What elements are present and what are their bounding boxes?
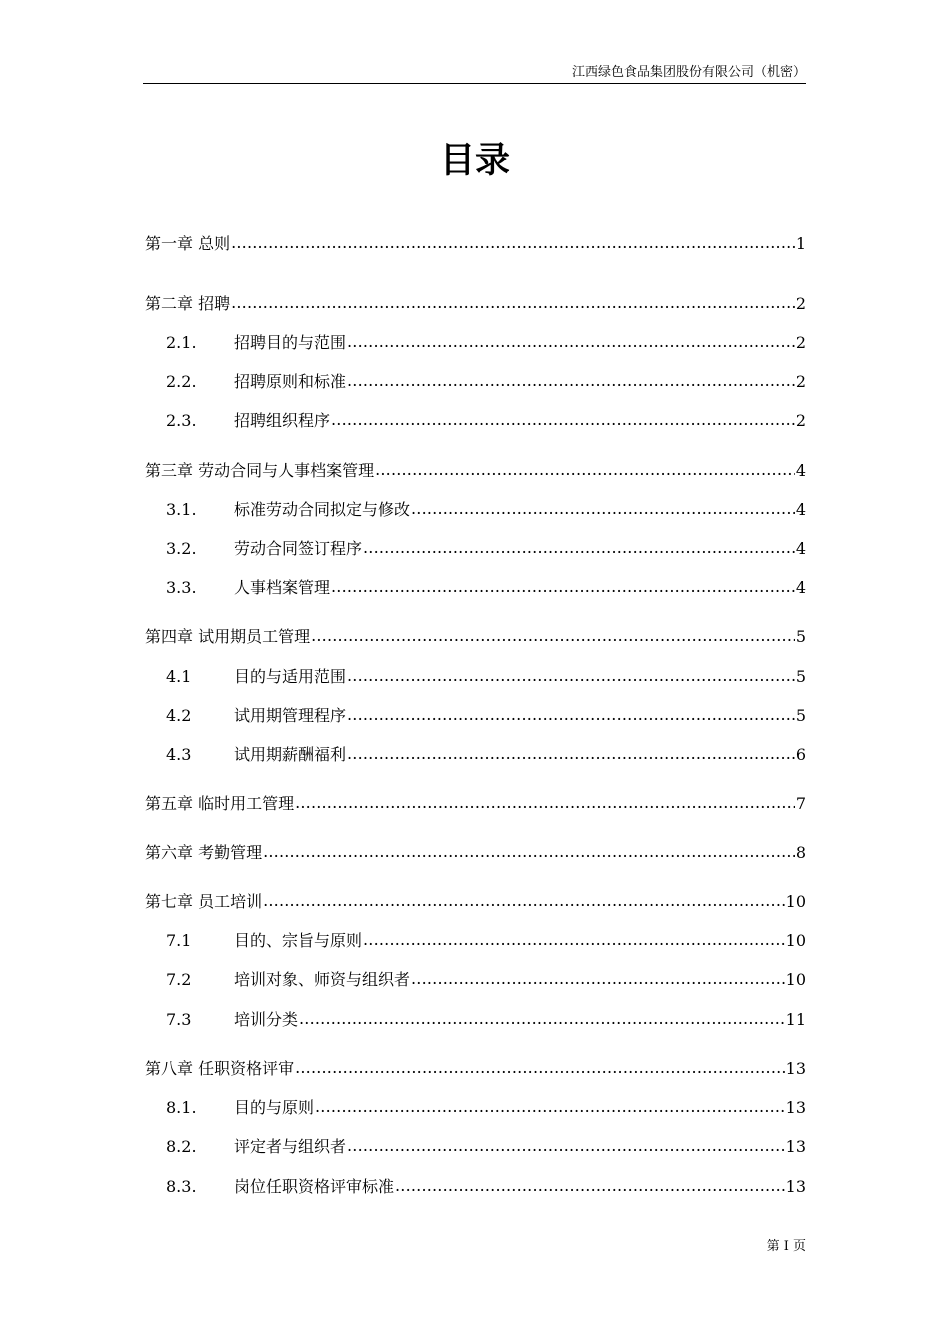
toc-entry-text: 培训对象、师资与组织者 — [234, 970, 411, 989]
toc-leader — [331, 575, 795, 599]
toc-entry-text: 试用期管理程序 — [234, 706, 347, 725]
toc-entry-page: 4 — [795, 539, 806, 558]
toc-entry-text: 岗位任职资格评审标准 — [234, 1177, 395, 1196]
toc-entry-section-3-2[interactable] — [166, 537, 806, 561]
toc-entry-page: 4 — [795, 578, 806, 597]
toc-entry-page: 8 — [795, 843, 806, 862]
toc-entry-number: 8.1. — [166, 1098, 197, 1117]
toc-entry-text: 第五章 临时用工管理 — [145, 794, 295, 813]
toc-entry-number: 8.3. — [166, 1177, 197, 1196]
toc-leader — [263, 840, 795, 864]
toc-entry-number: 4.3 — [166, 745, 192, 764]
toc-entry-number: 4.1 — [166, 667, 192, 686]
toc-entry-text: 招聘原则和标准 — [234, 372, 347, 391]
toc-leader — [299, 1007, 785, 1031]
toc-entry-text: 人事档案管理 — [234, 578, 331, 597]
toc-leader — [347, 1134, 785, 1158]
toc-leader — [411, 497, 795, 521]
toc-entry-text: 目的与原则 — [234, 1098, 315, 1117]
toc-entry-page: 10 — [785, 970, 806, 989]
toc-entry-text: 劳动合同签订程序 — [234, 539, 363, 558]
toc-entry-text: 培训分类 — [234, 1010, 299, 1029]
toc-entry-page: 10 — [785, 892, 806, 911]
toc-entry-text: 第六章 考勤管理 — [145, 843, 263, 862]
toc-entry-number: 4.2 — [166, 706, 192, 725]
toc-entry-number: 7.2 — [166, 970, 192, 989]
toc-entry-number: 7.3 — [166, 1010, 192, 1029]
toc-leader — [331, 408, 795, 432]
toc-entry-page: 2 — [795, 411, 806, 430]
toc-leader — [231, 231, 795, 255]
toc-entry-section-8-1[interactable] — [166, 1096, 806, 1120]
toc-entry-number: 3.1. — [166, 500, 197, 519]
toc-entry-page: 13 — [785, 1098, 806, 1117]
toc-entry-page: 13 — [785, 1059, 806, 1078]
toc-entry-page: 5 — [795, 627, 806, 646]
toc-entry-page: 11 — [785, 1010, 806, 1029]
toc-entry-text: 第一章 总则 — [145, 234, 231, 253]
toc-entry-text: 招聘组织程序 — [234, 411, 331, 430]
toc-leader — [315, 1095, 785, 1119]
toc-entry-text: 第四章 试用期员工管理 — [145, 627, 311, 646]
toc-leader — [231, 291, 795, 315]
toc-leader — [347, 330, 795, 354]
toc-entry-text: 第二章 招聘 — [145, 294, 231, 313]
toc-entry-section-8-2[interactable] — [166, 1135, 806, 1159]
toc-entry-text: 第七章 员工培训 — [145, 892, 263, 911]
toc-entry-number: 3.2. — [166, 539, 197, 558]
toc-entry-text: 目的、宗旨与原则 — [234, 931, 363, 950]
toc-leader — [347, 369, 795, 393]
page-title: 目录 — [439, 141, 510, 181]
toc-leader — [411, 967, 785, 991]
page-footer — [767, 1238, 806, 1255]
toc-entry-text: 评定者与组织者 — [234, 1137, 347, 1156]
toc-leader — [395, 1174, 785, 1198]
toc-entry-section-4-3[interactable] — [166, 743, 806, 767]
toc-entry-page: 13 — [785, 1177, 806, 1196]
toc-entry-section-7-1[interactable] — [166, 929, 806, 953]
toc-entry-section-2-1[interactable] — [166, 331, 806, 355]
page-number: 第 I 页 — [766, 1239, 806, 1254]
toc-entry-number: 7.1 — [166, 931, 192, 950]
toc-entry-page: 1 — [795, 234, 806, 253]
toc-entry-section-8-3[interactable] — [166, 1175, 806, 1199]
toc-entry-page: 5 — [795, 706, 806, 725]
toc-entry-section-4-1[interactable] — [166, 665, 806, 689]
toc-entry-chapter-1[interactable] — [145, 232, 806, 256]
toc-leader — [295, 1056, 785, 1080]
toc-entry-page: 2 — [795, 294, 806, 313]
toc-leader — [311, 624, 795, 648]
toc-entry-section-2-3[interactable] — [166, 409, 806, 433]
toc-leader — [363, 928, 785, 952]
toc-leader — [375, 458, 795, 482]
toc-leader — [263, 889, 785, 913]
toc-leader — [347, 742, 795, 766]
toc-entry-text: 第八章 任职资格评审 — [145, 1059, 295, 1078]
toc-leader — [347, 703, 795, 727]
toc-entry-page: 5 — [795, 667, 806, 686]
toc-entry-section-7-3[interactable] — [166, 1008, 806, 1032]
toc-entry-section-7-2[interactable] — [166, 968, 806, 992]
toc-entry-section-4-2[interactable] — [166, 704, 806, 728]
toc-entry-text: 第三章 劳动合同与人事档案管理 — [145, 461, 375, 480]
toc-entry-page: 13 — [785, 1137, 806, 1156]
toc-entry-page: 4 — [795, 461, 806, 480]
toc-entry-number: 3.3. — [166, 578, 197, 597]
toc-entry-page: 2 — [795, 333, 806, 352]
toc-leader — [347, 664, 795, 688]
toc-entry-chapter-8[interactable] — [145, 1057, 806, 1081]
toc-entry-text: 标准劳动合同拟定与修改 — [234, 500, 411, 519]
toc-entry-page: 6 — [795, 745, 806, 764]
toc-entry-number: 2.3. — [166, 411, 197, 430]
toc-entry-chapter-6[interactable] — [145, 841, 806, 865]
toc-entry-number: 8.2. — [166, 1137, 197, 1156]
toc-entry-chapter-3[interactable] — [145, 459, 806, 483]
toc-entry-text: 试用期薪酬福利 — [234, 745, 347, 764]
toc-entry-section-3-3[interactable] — [166, 576, 806, 600]
toc-leader — [363, 536, 795, 560]
toc-entry-number: 2.1. — [166, 333, 197, 352]
header-company: 江西绿色食品集团股份有限公司（机密） — [571, 65, 806, 80]
toc-entry-page: 10 — [785, 931, 806, 950]
toc-entry-section-2-2[interactable] — [166, 370, 806, 394]
toc-entry-text: 招聘目的与范围 — [234, 333, 347, 352]
toc-entry-chapter-2[interactable] — [145, 292, 806, 316]
toc-leader — [295, 791, 795, 815]
toc-entry-chapter-5[interactable] — [145, 792, 806, 816]
toc-entry-page: 4 — [795, 500, 806, 519]
toc-entry-chapter-4[interactable] — [145, 625, 806, 649]
toc-entry-page: 2 — [795, 372, 806, 391]
toc-entry-page: 7 — [795, 794, 806, 813]
toc-entry-text: 目的与适用范围 — [234, 667, 347, 686]
toc-entry-section-3-1[interactable] — [166, 498, 806, 522]
toc-entry-chapter-7[interactable] — [145, 890, 806, 914]
toc-entry-number: 2.2. — [166, 372, 197, 391]
